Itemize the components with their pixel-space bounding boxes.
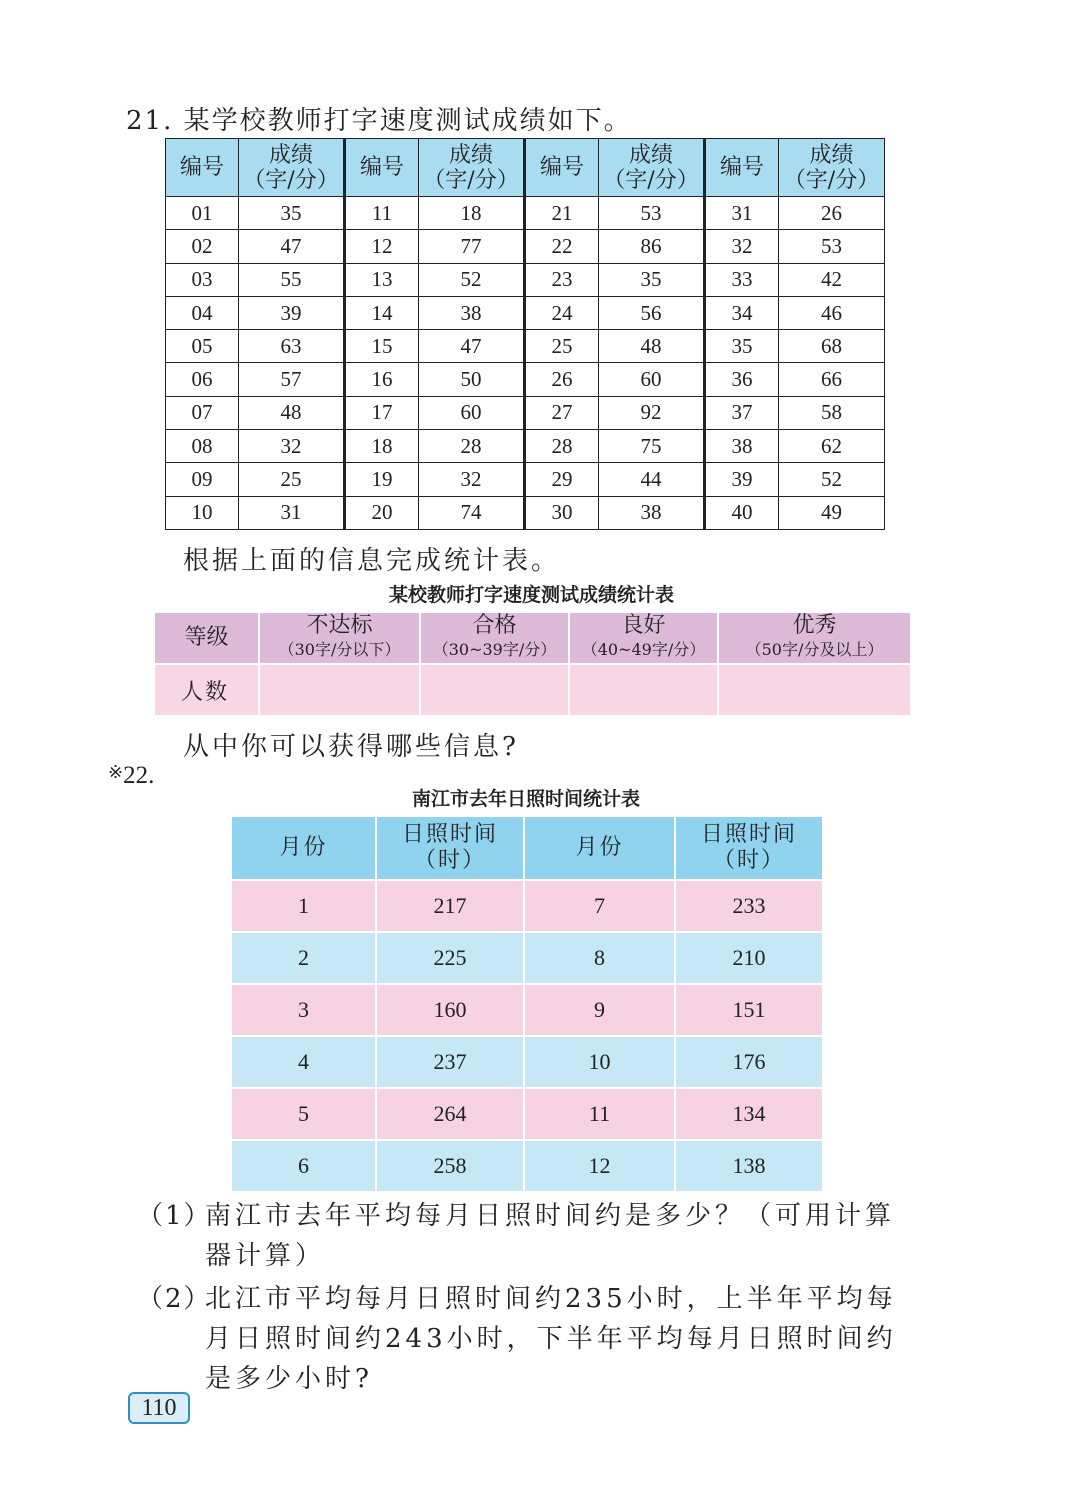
cell-teacher-id: 34 <box>705 296 779 329</box>
cell-teacher-id: 38 <box>705 430 779 463</box>
cell-hours: 151 <box>675 984 823 1036</box>
cell-teacher-id: 23 <box>525 263 599 296</box>
cell-teacher-id: 04 <box>166 296 239 329</box>
cell-teacher-id: 03 <box>166 263 239 296</box>
cell-score: 60 <box>419 396 525 429</box>
header-month: 月份 <box>231 816 376 880</box>
cell-month: 9 <box>524 984 675 1036</box>
cell-score: 18 <box>419 197 525 230</box>
stat-grade-excellent: 优秀 （50字/分及以上） <box>718 612 911 664</box>
q22-subquestion-1 <box>137 1196 927 1276</box>
cell-score: 42 <box>779 263 885 296</box>
typing-table-row <box>166 330 885 363</box>
cell-teacher-id: 09 <box>166 463 239 496</box>
stat-count-cell[interactable] <box>420 664 569 716</box>
sub1-text: 南江市去年平均每月日照时间约是多少？（可用计算器计算） <box>205 1201 896 1271</box>
cell-teacher-id: 13 <box>345 263 419 296</box>
cell-score: 47 <box>239 230 345 263</box>
cell-score: 58 <box>779 396 885 429</box>
typing-score-table <box>165 138 885 530</box>
cell-teacher-id: 20 <box>345 496 419 529</box>
stat-grade-pass: 合格 （30~39字/分） <box>420 612 569 664</box>
cell-teacher-id: 22 <box>525 230 599 263</box>
header-score: 成绩 （字/分） <box>239 139 345 197</box>
typing-table-row <box>166 363 885 396</box>
cell-teacher-id: 35 <box>705 330 779 363</box>
sunshine-table-title: 南江市去年日照时间统计表 <box>411 788 640 810</box>
stat-grade-fail: 不达标 （30字/分以下） <box>259 612 420 664</box>
header-sunshine-hours: 日照时间 （时） <box>376 816 524 880</box>
cell-month: 5 <box>231 1088 376 1140</box>
cell-teacher-id: 02 <box>166 230 239 263</box>
cell-teacher-id: 06 <box>166 363 239 396</box>
cell-score: 39 <box>239 296 345 329</box>
header-sunshine-hours: 日照时间 （时） <box>675 816 823 880</box>
sunshine-table-row <box>231 1140 823 1192</box>
header-score: 成绩 （字/分） <box>779 139 885 197</box>
header-score: 成绩 （字/分） <box>599 139 705 197</box>
typing-table-row <box>166 230 885 263</box>
cell-month: 4 <box>231 1036 376 1088</box>
cell-teacher-id: 24 <box>525 296 599 329</box>
cell-score: 68 <box>779 330 885 363</box>
cell-month: 6 <box>231 1140 376 1192</box>
typing-table-row <box>166 263 885 296</box>
cell-score: 49 <box>779 496 885 529</box>
cell-score: 56 <box>599 296 705 329</box>
cell-score: 86 <box>599 230 705 263</box>
cell-teacher-id: 26 <box>525 363 599 396</box>
cell-hours: 176 <box>675 1036 823 1088</box>
cell-score: 77 <box>419 230 525 263</box>
page-number: 110 <box>128 1392 190 1424</box>
cell-teacher-id: 18 <box>345 430 419 463</box>
cell-score: 46 <box>779 296 885 329</box>
cell-hours: 160 <box>376 984 524 1036</box>
cell-score: 53 <box>779 230 885 263</box>
cell-teacher-id: 08 <box>166 430 239 463</box>
cell-score: 52 <box>779 463 885 496</box>
cell-month: 12 <box>524 1140 675 1192</box>
cell-teacher-id: 36 <box>705 363 779 396</box>
cell-hours: 138 <box>675 1140 823 1192</box>
q21-question: 从中你可以获得哪些信息? <box>183 732 519 762</box>
header-score: 成绩 （字/分） <box>419 139 525 197</box>
cell-teacher-id: 10 <box>166 496 239 529</box>
stat-count-cell[interactable] <box>718 664 911 716</box>
cell-score: 38 <box>419 296 525 329</box>
header-id: 编号 <box>345 139 419 197</box>
cell-teacher-id: 28 <box>525 430 599 463</box>
sunshine-table-row <box>231 880 823 932</box>
typing-table-row <box>166 197 885 230</box>
cell-score: 55 <box>239 263 345 296</box>
cell-score: 44 <box>599 463 705 496</box>
header-month: 月份 <box>524 816 675 880</box>
header-id: 编号 <box>525 139 599 197</box>
q21-instruction: 根据上面的信息完成统计表。 <box>183 546 561 576</box>
cell-hours: 258 <box>376 1140 524 1192</box>
cell-score: 92 <box>599 396 705 429</box>
cell-score: 62 <box>779 430 885 463</box>
cell-teacher-id: 17 <box>345 396 419 429</box>
cell-score: 35 <box>599 263 705 296</box>
cell-teacher-id: 07 <box>166 396 239 429</box>
typing-table-row <box>166 396 885 429</box>
cell-teacher-id: 16 <box>345 363 419 396</box>
cell-teacher-id: 32 <box>705 230 779 263</box>
cell-score: 28 <box>419 430 525 463</box>
cell-hours: 134 <box>675 1088 823 1140</box>
typing-table-header <box>166 139 885 197</box>
cell-teacher-id: 29 <box>525 463 599 496</box>
cell-score: 35 <box>239 197 345 230</box>
stat-grade-good: 良好 （40~49字/分） <box>569 612 718 664</box>
cell-month: 10 <box>524 1036 675 1088</box>
cell-month: 11 <box>524 1088 675 1140</box>
cell-score: 48 <box>239 396 345 429</box>
cell-teacher-id: 01 <box>166 197 239 230</box>
stat-grade-row <box>154 612 911 664</box>
stat-count-row <box>154 664 911 716</box>
cell-month: 2 <box>231 932 376 984</box>
cell-score: 48 <box>599 330 705 363</box>
header-id: 编号 <box>705 139 779 197</box>
stat-table-title: 某校教师打字速度测试成绩统计表 <box>388 584 674 606</box>
stat-count-label: 人数 <box>154 664 259 716</box>
cell-score: 50 <box>419 363 525 396</box>
cell-score: 32 <box>239 430 345 463</box>
cell-score: 25 <box>239 463 345 496</box>
cell-teacher-id: 19 <box>345 463 419 496</box>
q21-heading: 21. 某学校教师打字速度测试成绩如下。 <box>126 106 632 136</box>
cell-teacher-id: 25 <box>525 330 599 363</box>
cell-hours: 217 <box>376 880 524 932</box>
cell-score: 47 <box>419 330 525 363</box>
sub2-number: （2） <box>137 1284 212 1314</box>
q22-subquestion-2 <box>137 1279 927 1399</box>
cell-teacher-id: 21 <box>525 197 599 230</box>
cell-month: 8 <box>524 932 675 984</box>
cell-teacher-id: 05 <box>166 330 239 363</box>
typing-table-row <box>166 430 885 463</box>
cell-score: 38 <box>599 496 705 529</box>
cell-teacher-id: 40 <box>705 496 779 529</box>
cell-hours: 237 <box>376 1036 524 1088</box>
cell-score: 74 <box>419 496 525 529</box>
cell-score: 57 <box>239 363 345 396</box>
sunshine-table-row <box>231 932 823 984</box>
cell-teacher-id: 31 <box>705 197 779 230</box>
cell-hours: 210 <box>675 932 823 984</box>
cell-score: 60 <box>599 363 705 396</box>
cell-score: 75 <box>599 430 705 463</box>
typing-stat-table <box>153 611 912 717</box>
stat-grade-label: 等级 <box>154 612 259 664</box>
sunshine-table-row <box>231 1088 823 1140</box>
sunshine-table <box>230 815 824 1193</box>
cell-month: 7 <box>524 880 675 932</box>
stat-count-cell[interactable] <box>569 664 718 716</box>
sub1-number: （1） <box>137 1201 212 1231</box>
cell-teacher-id: 37 <box>705 396 779 429</box>
sub2-text: 北江市平均每月日照时间约235小时，上半年平均每月日照时间约243小时，下半年平均每月日照时间约是多少小时? <box>205 1284 897 1394</box>
q22-number: ※22. <box>108 762 155 789</box>
sunshine-table-row <box>231 984 823 1036</box>
cell-teacher-id: 27 <box>525 396 599 429</box>
cell-hours: 264 <box>376 1088 524 1140</box>
stat-count-cell[interactable] <box>259 664 420 716</box>
cell-score: 66 <box>779 363 885 396</box>
cell-hours: 233 <box>675 880 823 932</box>
cell-score: 63 <box>239 330 345 363</box>
typing-table-row <box>166 496 885 529</box>
sunshine-table-header <box>231 816 823 880</box>
cell-teacher-id: 11 <box>345 197 419 230</box>
cell-month: 3 <box>231 984 376 1036</box>
cell-teacher-id: 12 <box>345 230 419 263</box>
typing-table-row <box>166 463 885 496</box>
cell-score: 32 <box>419 463 525 496</box>
cell-teacher-id: 39 <box>705 463 779 496</box>
cell-teacher-id: 14 <box>345 296 419 329</box>
cell-score: 31 <box>239 496 345 529</box>
sunshine-table-row <box>231 1036 823 1088</box>
cell-teacher-id: 30 <box>525 496 599 529</box>
typing-table-row <box>166 296 885 329</box>
cell-month: 1 <box>231 880 376 932</box>
cell-teacher-id: 33 <box>705 263 779 296</box>
cell-teacher-id: 15 <box>345 330 419 363</box>
cell-score: 53 <box>599 197 705 230</box>
cell-score: 52 <box>419 263 525 296</box>
header-id: 编号 <box>166 139 239 197</box>
cell-score: 26 <box>779 197 885 230</box>
cell-hours: 225 <box>376 932 524 984</box>
